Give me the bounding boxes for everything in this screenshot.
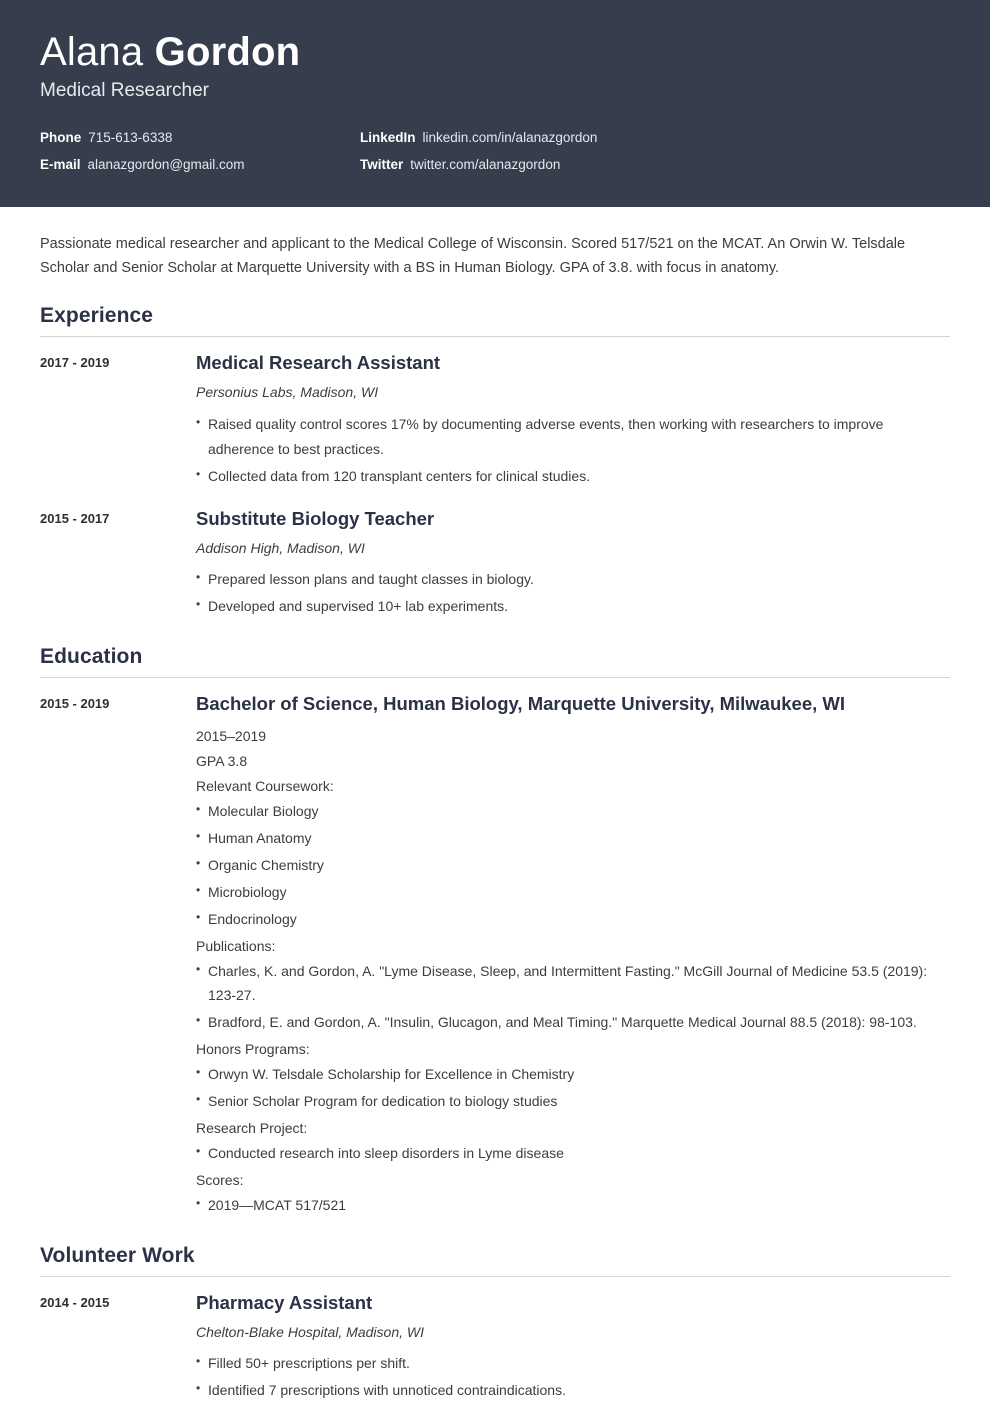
- entry-dates: 2014 - 2015: [40, 1294, 110, 1310]
- entry-main: [196, 351, 950, 490]
- contact-twitter-label: Twitter: [360, 157, 404, 172]
- volunteer-entry: [40, 1291, 950, 1405]
- list-item: • Endocrinology: [196, 907, 950, 932]
- section-title-experience: Experience: [40, 304, 154, 328]
- list-item: • Bradford, E. and Gordon, A. "Insulin, Glucagon, and Meal Timing." Marquette Medical Journal 88.5 (2018): 98-103.: [196, 1010, 950, 1035]
- entry-bullets: [196, 412, 950, 489]
- contact-phone-label: Phone: [40, 130, 82, 145]
- group-items: [196, 1193, 950, 1218]
- list-item: • Human Anatomy: [196, 826, 950, 851]
- group-items: [196, 1062, 950, 1114]
- list-item: • Charles, K. and Gordon, A. "Lyme Disease, Sleep, and Intermittent Fasting." McGill Journal of Medicine 53.5 (2019): 123-27.: [196, 959, 950, 1009]
- entry-main: [196, 692, 950, 1219]
- education-entry: [40, 692, 950, 1219]
- contact-email-value[interactable]: alanazgordon@gmail.com: [87, 157, 245, 172]
- list-item: • Prepared lesson plans and taught classes in biology.: [196, 567, 950, 592]
- experience-entry: [40, 507, 950, 622]
- section-title-volunteer-work: Volunteer Work: [40, 1243, 195, 1267]
- list-item: • Orwyn W. Telsdale Scholarship for Excellence in Chemistry: [196, 1062, 950, 1087]
- entry-main: [196, 1291, 950, 1405]
- list-item: • Identified 7 prescriptions with unnoticed contraindications.: [196, 1378, 950, 1403]
- contact-linkedin: [360, 130, 950, 145]
- contact-email-label: E-mail: [40, 157, 81, 172]
- list-item: • 2019—MCAT 517/521: [196, 1193, 950, 1218]
- list-item: • Senior Scholar Program for dedication to biology studies: [196, 1089, 950, 1114]
- education-years: 2015–2019: [196, 728, 267, 745]
- entry-heading: Medical Research Assistant: [196, 352, 441, 374]
- group-items: [196, 959, 950, 1036]
- section-education: [40, 645, 950, 1219]
- job-title: Medical Researcher: [40, 80, 209, 101]
- list-item: • Conducted research into sleep disorders in Lyme disease: [196, 1141, 950, 1166]
- entry-main: [196, 507, 950, 622]
- entry-bullets: [196, 1351, 950, 1403]
- list-item: • Filled 50+ prescriptions per shift.: [196, 1351, 950, 1376]
- contact-linkedin-value[interactable]: linkedin.com/in/alanazgordon: [422, 130, 598, 145]
- group-label: Relevant Coursework:: [196, 778, 334, 795]
- page-title: [40, 30, 950, 74]
- education-group-publications: [196, 934, 950, 1036]
- summary-paragraph: Passionate medical researcher and applicant to the Medical College of Wisconsin. Scored 517/521 on the MCAT. An Orwin W. Telsdale Scholar and Senior Scholar at Marquette University with a BS in Human Biology. GPA of 3.8. with focus in anatomy.: [40, 236, 906, 276]
- list-item: • Organic Chemistry: [196, 853, 950, 878]
- group-items: [196, 799, 950, 932]
- contact-email: [40, 157, 360, 172]
- education-gpa: GPA 3.8: [196, 753, 248, 770]
- contact-twitter-value[interactable]: twitter.com/alanazgordon: [410, 157, 561, 172]
- resume-body: [0, 233, 990, 1405]
- education-group-research: [196, 1116, 950, 1166]
- group-label: Publications:: [196, 937, 276, 954]
- section-experience: [40, 304, 950, 621]
- entry-heading: Bachelor of Science, Human Biology, Marquette University, Milwaukee, WI: [196, 693, 846, 715]
- section-divider: [40, 1276, 950, 1277]
- contact-grid: [40, 130, 950, 172]
- experience-entry: [40, 351, 950, 490]
- entry-subheading: Addison High, Madison, WI: [196, 539, 365, 556]
- last-name: Gordon: [154, 30, 301, 74]
- entry-dates: 2015 - 2017: [40, 510, 110, 526]
- education-group-scores: [196, 1168, 950, 1218]
- education-group-honors: [196, 1037, 950, 1114]
- entry-dates: 2015 - 2019: [40, 696, 110, 712]
- section-title-education: Education: [40, 645, 143, 669]
- section-divider: [40, 336, 950, 337]
- group-label: Scores:: [196, 1171, 244, 1188]
- list-item: • Collected data from 120 transplant centers for clinical studies.: [196, 464, 950, 489]
- list-item: • Microbiology: [196, 880, 950, 905]
- first-name: Alana: [40, 30, 144, 74]
- entry-heading: Pharmacy Assistant: [196, 1291, 373, 1313]
- resume-header: [0, 0, 990, 207]
- group-items: [196, 1141, 950, 1166]
- list-item: • Developed and supervised 10+ lab experiments.: [196, 594, 950, 619]
- contact-linkedin-label: LinkedIn: [360, 130, 416, 145]
- contact-phone: [40, 130, 360, 145]
- education-group-coursework: [196, 774, 950, 931]
- section-volunteer-work: [40, 1244, 950, 1405]
- group-label: Research Project:: [196, 1119, 308, 1136]
- section-divider: [40, 677, 950, 678]
- entry-subheading: Chelton-Blake Hospital, Madison, WI: [196, 1323, 424, 1340]
- contact-twitter: [360, 157, 950, 172]
- entry-subheading: Personius Labs, Madison, WI: [196, 384, 379, 401]
- entry-heading: Substitute Biology Teacher: [196, 507, 435, 529]
- contact-phone-value[interactable]: 715-613-6338: [88, 130, 173, 145]
- entry-dates: 2017 - 2019: [40, 355, 110, 371]
- group-label: Honors Programs:: [196, 1041, 310, 1058]
- entry-bullets: [196, 567, 950, 619]
- list-item: • Raised quality control scores 17% by documenting adverse events, then working with researchers to improve adherence to best practices.: [196, 412, 950, 462]
- list-item: • Molecular Biology: [196, 799, 950, 824]
